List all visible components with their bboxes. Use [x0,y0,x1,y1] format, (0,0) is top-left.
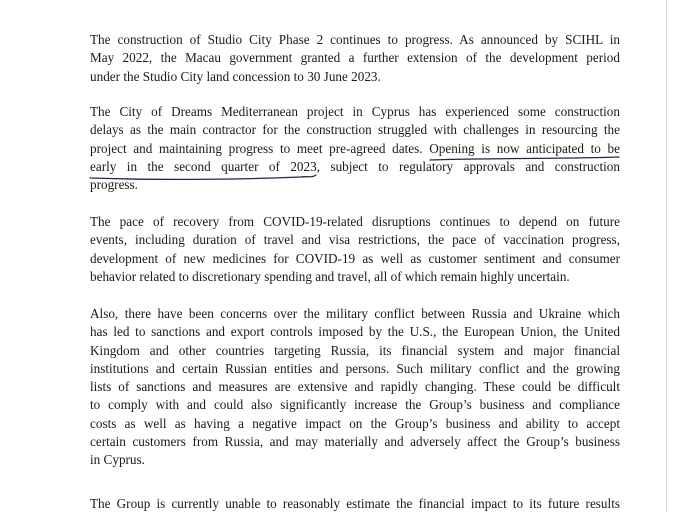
page-edge-divider [666,0,667,512]
paragraph-line: behavior related to discretionary spending and travel, all of which remain highly uncertain. [90,268,570,284]
paragraph-line: under the Studio City land concession to 30 June 2023. [90,68,381,84]
paragraph-line: Kingdom and other countries targeting Russia, its financial system and major financial [90,342,620,358]
paragraph-line: The construction of Studio City Phase 2 continues to progress. As announced by SCIHL in [90,32,620,47]
paragraph-line: institutions and certain Russian entities and persons. Such military conflict and the growing [90,360,620,376]
paragraph-line: The Group is currently unable to reasonably estimate the financial impact to its future results [90,496,620,511]
paragraph-russia-ukraine [90,305,620,470]
paragraph-cyprus-project [90,103,620,194]
paragraph-line: events, including duration of travel and visa restrictions, the pace of vaccination progress, [90,232,620,248]
paragraph-line: in Cyprus. [90,452,145,468]
paragraph-financial-impact [90,495,620,512]
paragraph-line: has led to sanctions and export controls imposed by the U.S., the European Union, the United [90,324,620,340]
paragraph-line: early in the second quarter of 2023, subject to regulatory approvals and construction [90,158,620,174]
paragraph-line: lists of sanctions and measures are extensive and rapidly changing. These could be difficult [90,379,620,395]
paragraph-line: Also, there have been concerns over the military conflict between Russia and Ukraine which [90,306,620,321]
paragraph-line: project and maintaining progress to meet pre-agreed dates. Opening is now anticipated to be [90,140,620,156]
paragraph-line: The pace of recovery from COVID-19-related disruptions continues to depend on future [90,214,620,229]
paragraph-line: certain customers from Russia, and may materially and adversely affect the Group’s business [90,434,620,450]
paragraph-line: development of new medicines for COVID-19 as well as customer sentiment and consumer [90,250,620,266]
paragraph-line: progress. [90,177,138,193]
paragraph-line: delays as the main contractor for the construction struggled with challenges in resourcing the [90,122,620,138]
paragraph-studio-city [90,31,620,86]
paragraph-covid-recovery [90,213,620,286]
paragraph-line: May 2022, the Macau government granted a further extension of the development period [90,50,620,66]
paragraph-line: costs as well as having a negative impact on the Group’s business and ability to accept [90,415,620,431]
paragraph-line: to comply with and could also significantly increase the Group’s business and compliance [90,397,620,413]
paragraph-line: The City of Dreams Mediterranean project in Cyprus has experienced some construction [90,104,620,119]
